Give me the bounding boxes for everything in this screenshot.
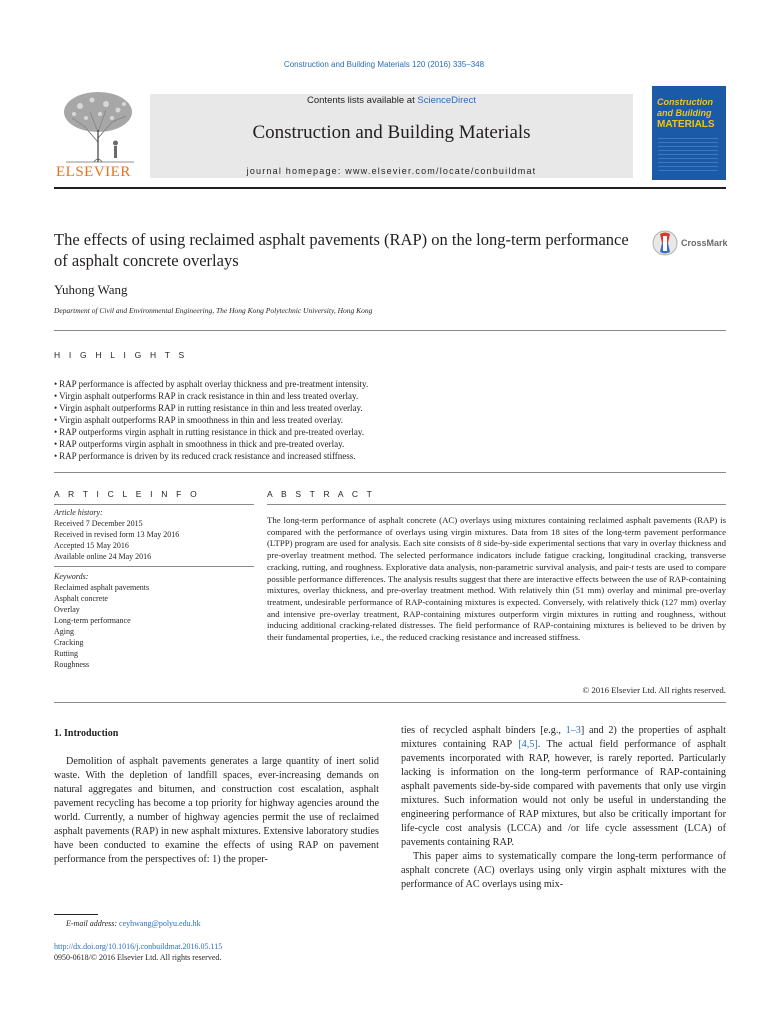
issn-copyright: 0950-0618/© 2016 Elsevier Ltd. All rights reserved.: [54, 953, 222, 962]
author-affiliation: Department of Civil and Environmental Engineering, The Hong Kong Polytechnic University, Hong Kong: [54, 306, 373, 315]
keyword-item: Cracking: [54, 638, 84, 647]
body-column-left: [54, 724, 379, 867]
highlight-item: • RAP performance is driven by its reduced crack resistance and increased stiffness.: [54, 450, 726, 462]
highlight-item: • Virgin asphalt outperforms RAP in rutting resistance in thin and less treated overlay.: [54, 402, 726, 414]
reference-link-1-3[interactable]: 1–3: [565, 725, 581, 736]
reference-link-4-5[interactable]: [4,5]: [518, 739, 538, 750]
sciencedirect-link[interactable]: ScienceDirect: [417, 95, 476, 106]
highlights-heading: H I G H L I G H T S: [54, 350, 188, 360]
history-revised: Received in revised form 13 May 2016: [54, 530, 180, 539]
article-info-heading: A R T I C L E I N F O: [54, 489, 200, 499]
article-title: The effects of using reclaimed asphalt pavements (RAP) on the long-term performance of asphalt concrete overlays: [54, 230, 629, 270]
doi-link[interactable]: http://dx.doi.org/10.1016/j.conbuildmat.2016.05.115: [54, 942, 223, 951]
author-name: Yuhong Wang: [54, 282, 128, 297]
journal-banner: [150, 94, 633, 178]
keyword-item: Reclaimed asphalt pavements: [54, 583, 150, 592]
elsevier-tree-icon: [54, 86, 146, 166]
journal-title: Construction and Building Materials: [252, 122, 531, 143]
highlights-list: [54, 378, 726, 462]
keywords-label: Keywords:: [54, 572, 89, 581]
crossmark-label: CrossMark: [681, 238, 728, 248]
intro-paragraph-continued: [401, 724, 726, 850]
article-info-panel: [54, 507, 254, 670]
journal-cover-image[interactable]: [652, 86, 726, 180]
abstract-heading: A B S T R A C T: [267, 489, 376, 499]
crossmark-icon: [652, 230, 678, 256]
article-info-rule: [54, 504, 254, 505]
author-email-link[interactable]: ceyhwang@polyu.edu.hk: [119, 919, 201, 928]
doi-block: [54, 941, 222, 963]
introduction-heading: 1. Introduction: [54, 728, 119, 739]
abstract-rule: [267, 504, 726, 505]
contents-available-line: [150, 95, 633, 106]
abstract-bottom-divider: [54, 702, 726, 703]
text-run: ] and 2) the properties of asphalt mixtures containing RAP: [401, 725, 726, 750]
keyword-item: Long-term performance: [54, 616, 131, 625]
title-divider: [54, 330, 726, 331]
history-accepted: Accepted 15 May 2016: [54, 541, 129, 550]
abstract-part-2: tests are used to compare possible performance differences. The analysis results suggest that there are interactive effects between the use of RAP-containing mixtures, overlay thickness, and pre-overlay treatment method. With relatively thin (51 mm) overlay and minimal pre-overlay treatment, undesirable performance of RAP-containing mixtures is expected. Conversely, with relatively thick (127 mm) overlay and intensive pre-overlay treatment, RAP-containing mixtures outperform virgin mixtures in rutting and roughness, without inducing additional cracking-related distresses. The field performance of RAP-containing mixtures is believed to be driven by their fundamental properties, i.e., the reduced cracking resistance and increased stiffness.: [267, 561, 726, 643]
cover-title-line1: Construction: [657, 97, 713, 107]
history-received: Received 7 December 2015: [54, 519, 143, 528]
journal-citation-link[interactable]: Construction and Building Materials 120 (2016) 335–348: [283, 60, 485, 69]
keyword-item: Aging: [54, 627, 74, 636]
keyword-item: Overlay: [54, 605, 80, 614]
footnote-rule: [54, 914, 98, 915]
info-divider: [54, 566, 254, 567]
abstract-text: [267, 515, 726, 644]
keyword-item: Rutting: [54, 649, 79, 658]
journal-masthead: [54, 86, 726, 182]
history-label: Article history:: [54, 508, 103, 517]
text-run: ties of recycled asphalt binders [e.g.,: [401, 725, 566, 736]
cover-title-line3: MATERIALS: [657, 119, 715, 130]
cover-title-line2: and Building: [657, 108, 712, 118]
cover-text-lines: [658, 138, 718, 172]
cover-title: [657, 97, 715, 130]
elsevier-wordmark: ELSEVIER: [56, 164, 131, 180]
intro-paragraph: Demolition of asphalt pavements generates a large quantity of inert solid waste. With the depletion of landfill spaces, ever-increasing demands on natural aggregates and bitumen, and construction cost escalation, asphalt pavement recycling has become a top priority for highway agencies around the world. Currently, a number of highway agencies permit the use of reclaimed asphalt pavements (RAP) in new asphalt mixtures. Extensive laboratory studies have been conducted to examine the effects of using RAP on pavement performance from the perspectives of: 1) the proper-: [54, 756, 379, 865]
contents-prefix: Contents lists available at: [307, 95, 418, 106]
elsevier-logo[interactable]: [54, 86, 146, 182]
highlight-item: • Virgin asphalt outperforms RAP in smoothness in thin and less treated overlay.: [54, 414, 726, 426]
intro-paragraph-aims: This paper aims to systematically compare the long-term performance of asphalt concrete (AC) overlays using only virgin asphalt mixtures with the performance of AC overlays using mix-: [401, 851, 726, 890]
abstract-part-1: The long-term performance of asphalt concrete (AC) overlays using mixtures containing reclaimed asphalt pavements (RAP) is compared with the performance of overlays using virgin mixtures. Data from 18 sites of the long-term pavement performance (LTPP) program are used for analysis. Each site consists of 8 side-by-side experimental sections that vary in overlay thickness and pre-overlay treatment method. The selected performance indicators include fatigue cracking, longitudinal cracking, transverse cracking, rutting, and roughness. Explorative data analysis, non-parametric survival analysis, and pair-: [267, 515, 726, 572]
text-run: . The actual field performance of asphalt pavements incorporated with RAP, however, is rarely reported. Particularly lacking is information on the long-term performance of RAP-containing asphalt pavements side-by-side compared with pavements that only use virgin mixtures. Such information would not only be useful in understanding the engineering performance of RAP mixtures, but also be critically important for life-cycle cost analysis (LCCA) and /or life cycle assessment (LCA) of pavements containing RAP.: [401, 739, 726, 848]
abstract-copyright: © 2016 Elsevier Ltd. All rights reserved.: [582, 685, 726, 695]
keyword-item: Asphalt concrete: [54, 594, 108, 603]
email-label: E-mail address:: [66, 919, 120, 928]
crossmark-badge[interactable]: [652, 230, 732, 260]
highlight-item: • RAP outperforms virgin asphalt in smoothness in thick and pre-treated overlay.: [54, 438, 726, 450]
history-online: Available online 24 May 2016: [54, 552, 152, 561]
abstract-t-symbol: t: [631, 561, 634, 572]
highlight-item: • RAP outperforms virgin asphalt in rutting resistance in thick and pre-treated overlay.: [54, 426, 726, 438]
highlights-divider: [54, 472, 726, 473]
author-email-footnote: [66, 919, 201, 928]
keyword-item: Roughness: [54, 660, 90, 669]
journal-homepage-link[interactable]: journal homepage: www.elsevier.com/locate/conbuildmat: [246, 166, 537, 176]
body-column-right: [401, 724, 726, 892]
highlight-item: • Virgin asphalt outperforms RAP in crack resistance in thin and less treated overlay.: [54, 390, 726, 402]
highlight-item: • RAP performance is affected by asphalt overlay thickness and pre-treatment intensity.: [54, 378, 726, 390]
masthead-divider: [54, 187, 726, 189]
